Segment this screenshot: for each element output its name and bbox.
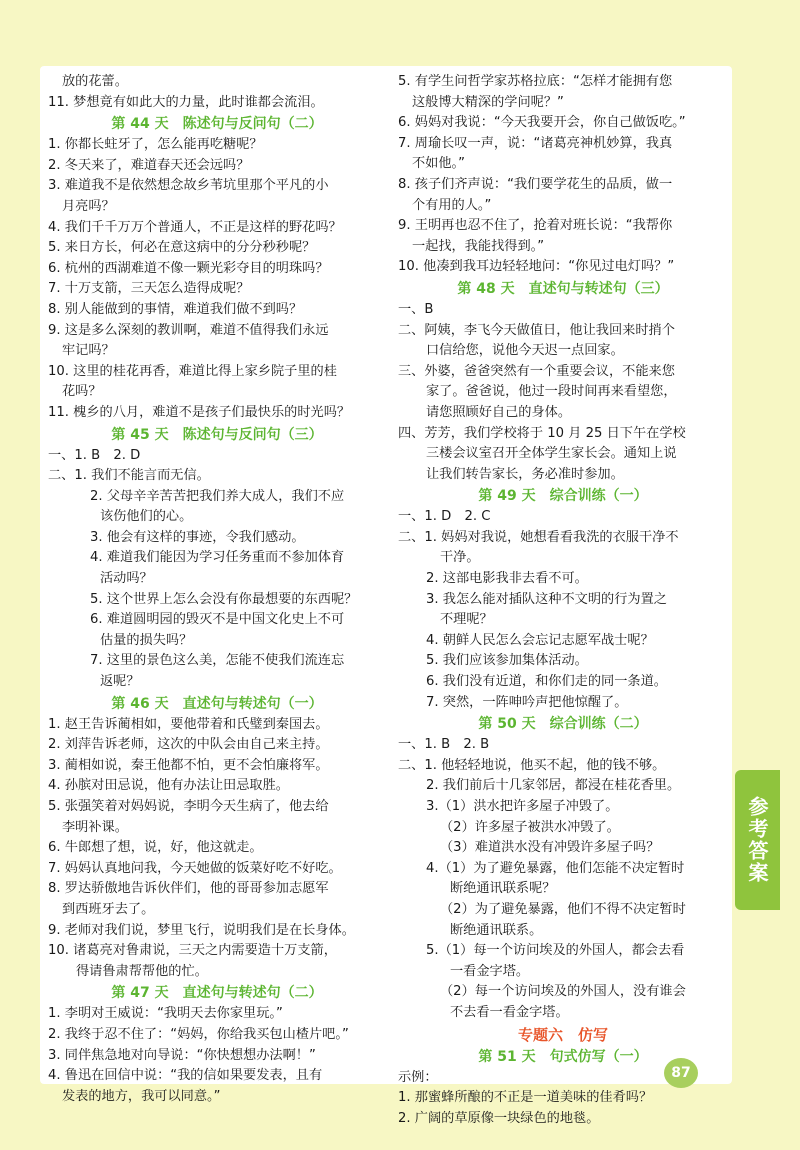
answer-line: 家了。爸爸说，他过一段时间再来看望您， [426, 384, 677, 400]
topic-heading: 专题六 仿写 [517, 1025, 608, 1044]
answer-line: 3. 他会有这样的事迹，令我们感动。 [90, 529, 305, 545]
answer-line: 6. 妈妈对我说：“今天我要开会，你自己做饭吃。” [398, 115, 686, 131]
answer-line: 请您照顾好自己的身体。 [426, 404, 572, 420]
answer-line: 不理呢？ [440, 612, 493, 628]
answer-line: 9. 这是多么深刻的教训啊，难道不值得我们永远 [48, 322, 329, 338]
answer-line: 10. 这里的桂花再香，难道比得上家乡院子里的桂 [48, 363, 337, 379]
answer-line: 断绝通讯联系。 [450, 922, 543, 938]
answer-line: （2）许多屋子被洪水冲毁了。 [440, 819, 620, 835]
answer-line: 李明补课。 [62, 819, 128, 835]
answer-line: 月亮吗？ [62, 198, 115, 214]
answer-line: （3）难道洪水没有冲毁许多屋子吗？ [440, 840, 660, 856]
answer-line: 11. 槐乡的八月，难道不是孩子们最快乐的时光吗？ [48, 404, 351, 420]
answer-line: 4.（1）为了避免暴露，他们怎能不决定暂时 [426, 860, 685, 876]
answer-line: 9. 老师对我们说，梦里飞行，说明我们是在长身体。 [48, 922, 355, 938]
answer-line: 3. 难道我不是依然想念故乡苇坑里那个平凡的小 [48, 178, 329, 194]
answer-line: 1. 你都长蛀牙了，怎么能再吃糖呢？ [48, 137, 263, 153]
answer-line: 6. 我们没有近道，和你们走的同一条道。 [426, 674, 667, 690]
answer-line: 4. 我们千千万万个普通人，不正是这样的野花吗？ [48, 219, 342, 235]
section-heading: 第 48 天 直述句与转述句（三） [457, 280, 669, 297]
answer-line: 让我们转告家长，务必准时参加。 [426, 466, 624, 482]
answer-line: 2. 我们前后十几家邻居，都浸在桂花香里。 [426, 778, 681, 794]
left-column [48, 72, 386, 1107]
answer-line: 1. 赵王告诉蔺相如，要他带着和氏璧到秦国去。 [48, 716, 329, 732]
answer-line: 7. 妈妈认真地问我，今天她做的饭菜好吃不好吃。 [48, 860, 342, 876]
answer-line: 该伤他们的心。 [100, 509, 193, 525]
answer-line: 3. 同伴焦急地对向导说：“你快想想办法啊！” [48, 1047, 316, 1063]
section-heading: 第 45 天 陈述句与反问句（三） [111, 426, 323, 443]
answer-line: 6. 牛郎想了想，说，好，他这就走。 [48, 840, 263, 856]
section-heading: 第 50 天 综合训练（二） [478, 716, 648, 733]
answer-line: 二、1. 妈妈对我说，她想看看我洗的衣服干净不 [398, 529, 679, 545]
answer-line: 5. 有学生问哲学家苏格拉底：“怎样才能拥有您 [398, 74, 673, 89]
answer-line: 6. 杭州的西湖难道不像一颗光彩夺目的明珠吗？ [48, 260, 329, 276]
answer-line: 2. 我终于忍不住了：“妈妈，你给我买包山楂片吧。” [48, 1026, 349, 1042]
answer-line: 5.（1）每一个访问埃及的外国人，都会去看 [426, 943, 685, 959]
answer-line: 1. 那蜜蜂所酿的不正是一道美味的佳肴吗？ [398, 1090, 653, 1106]
answer-line: 到西班牙去了。 [62, 901, 155, 917]
answer-line: 发表的地方，我可以同意。” [62, 1088, 221, 1104]
answer-line: 估量的损失吗？ [100, 632, 193, 648]
answer-line: 7. 突然，一阵呻吟声把他惊醒了。 [426, 694, 628, 710]
section-heading: 第 44 天 陈述句与反问句（二） [111, 116, 323, 133]
answer-line: 7. 周瑜长叹一声，说：“诸葛亮神机妙算，我真 [398, 135, 673, 151]
answer-line: 口信给您，说他今天迟一点回家。 [426, 343, 624, 359]
answer-line: 5. 我们应该参加集体活动。 [426, 653, 588, 669]
answer-line: 2. 刘萍告诉老师，这次的中队会由自己来主持。 [48, 737, 329, 753]
answer-line: 一、1. B 2. D [48, 447, 141, 463]
answer-line: 示例： [398, 1069, 438, 1085]
answer-line: 4. 难道我们能因为学习任务重而不参加体育 [90, 550, 345, 566]
answer-line: 4. 鲁迅在回信中说：“我的信如果要发表，且有 [48, 1068, 323, 1084]
answer-line: 2. 父母辛辛苦苦把我们养大成人，我们不应 [90, 488, 345, 504]
answer-line: 2. 冬天来了，难道春天还会远吗？ [48, 157, 250, 173]
answer-line: 2. 这部电影我非去看不可。 [426, 571, 588, 587]
answer-line: 6. 难道圆明园的毁灭不是中国文化史上不可 [90, 612, 345, 628]
answer-line: 3. 蔺相如说，秦王他都不怕，更不会怕廉将军。 [48, 757, 329, 773]
answer-line: 二、1. 他轻轻地说，他买不起，他的钱不够。 [398, 757, 666, 773]
answer-line: 不去看一看金字塔。 [450, 1004, 569, 1020]
answer-line: 个有用的人。” [412, 197, 492, 213]
answer-line: 5. 张强笑着对妈妈说，李明今天生病了，他去给 [48, 799, 329, 814]
section-heading: 第 49 天 综合训练（一） [478, 488, 648, 505]
answer-line: 7. 这里的景色这么美，怎能不使我们流连忘 [90, 653, 345, 669]
section-heading: 第 47 天 直述句与转述句（二） [111, 985, 323, 1002]
answer-line: 5. 这个世界上怎么会没有你最想要的东西呢？ [90, 591, 358, 607]
answer-line: 3.（1）洪水把许多屋子冲毁了。 [426, 799, 619, 814]
section-heading: 第 51 天 句式仿写（一） [478, 1048, 648, 1065]
answer-line: 放的花蕾。 [62, 74, 128, 89]
answer-line: 二、1. 我们不能言而无信。 [48, 468, 210, 484]
answer-line: （2）为了避免暴露，他们不得不决定暂时 [440, 901, 686, 917]
answer-line: 3. 我怎么能对插队这种不文明的行为置之 [426, 591, 667, 607]
answer-key-tab[interactable]: 参考答案 [735, 770, 780, 910]
answer-line: 二、阿姨，李飞今天做值日，他让我回来时捎个 [398, 322, 675, 338]
answer-line: 干净。 [440, 550, 480, 566]
answer-line: 活动吗？ [100, 571, 153, 587]
answer-line: 断绝通讯联系呢？ [450, 881, 556, 897]
answer-line: 11. 梦想竟有如此大的力量，此时谁都会流泪。 [48, 94, 324, 110]
answer-line: （2）每一个访问埃及的外国人，没有谁会 [440, 984, 686, 1000]
answer-line: 一、B [398, 301, 434, 317]
answer-line: 8. 罗达骄傲地告诉伙伴们，他的哥哥参加志愿军 [48, 881, 329, 897]
answer-line: 1. 李明对王威说：“我明天去你家里玩。” [48, 1006, 283, 1022]
answer-line: 得请鲁肃帮帮他的忙。 [76, 963, 208, 979]
answer-line: 7. 十万支箭，三天怎么造得成呢？ [48, 281, 250, 297]
answer-line: 10. 诸葛亮对鲁肃说，三天之内需要造十万支箭， [48, 943, 337, 959]
answer-line: 花吗？ [62, 384, 102, 400]
answer-line: 8. 别人能做到的事情，难道我们做不到吗？ [48, 301, 303, 317]
answer-line: 8. 孩子们齐声说：“我们要学花生的品质，做一 [398, 176, 673, 192]
answer-line: 三、外婆，爸爸突然有一个重要会议，不能来您 [398, 363, 675, 379]
answer-line: 返呢？ [100, 674, 140, 690]
answer-line: 不如他。” [412, 156, 465, 172]
answer-line: 四、芳芳，我们学校将于 10 月 25 日下午在学校 [398, 425, 686, 441]
answer-line: 三楼会议室召开全体学生家长会。通知上说 [426, 446, 677, 462]
answer-line: 一看金字塔。 [450, 963, 530, 979]
answer-line: 9. 王明再也忍不住了，抢着对班长说：“我帮你 [398, 218, 673, 234]
answer-line: 这般博大精深的学问呢？” [412, 94, 564, 110]
answer-line: 5. 来日方长，何必在意这病中的分分秒秒呢？ [48, 240, 316, 256]
answer-line: 一、1. D 2. C [398, 509, 491, 525]
answer-line: 4. 朝鲜人民怎么会忘记志愿军战士呢？ [426, 632, 654, 648]
answer-line: 10. 他凑到我耳边轻轻地问：“你见过电灯吗？” [398, 259, 675, 275]
answer-line: 牢记吗？ [62, 343, 115, 359]
answer-line: 4. 孙膑对田忌说，他有办法让田忌取胜。 [48, 778, 289, 794]
answer-line: 一起找，我能找得到。” [412, 238, 545, 254]
right-column [398, 72, 728, 1129]
answer-line: 2. 广阔的草原像一块绿色的地毯。 [398, 1110, 600, 1126]
answer-line: 一、1. B 2. B [398, 737, 490, 753]
section-heading: 第 46 天 直述句与转述句（一） [111, 695, 323, 712]
page-number: 87 [664, 1058, 698, 1088]
